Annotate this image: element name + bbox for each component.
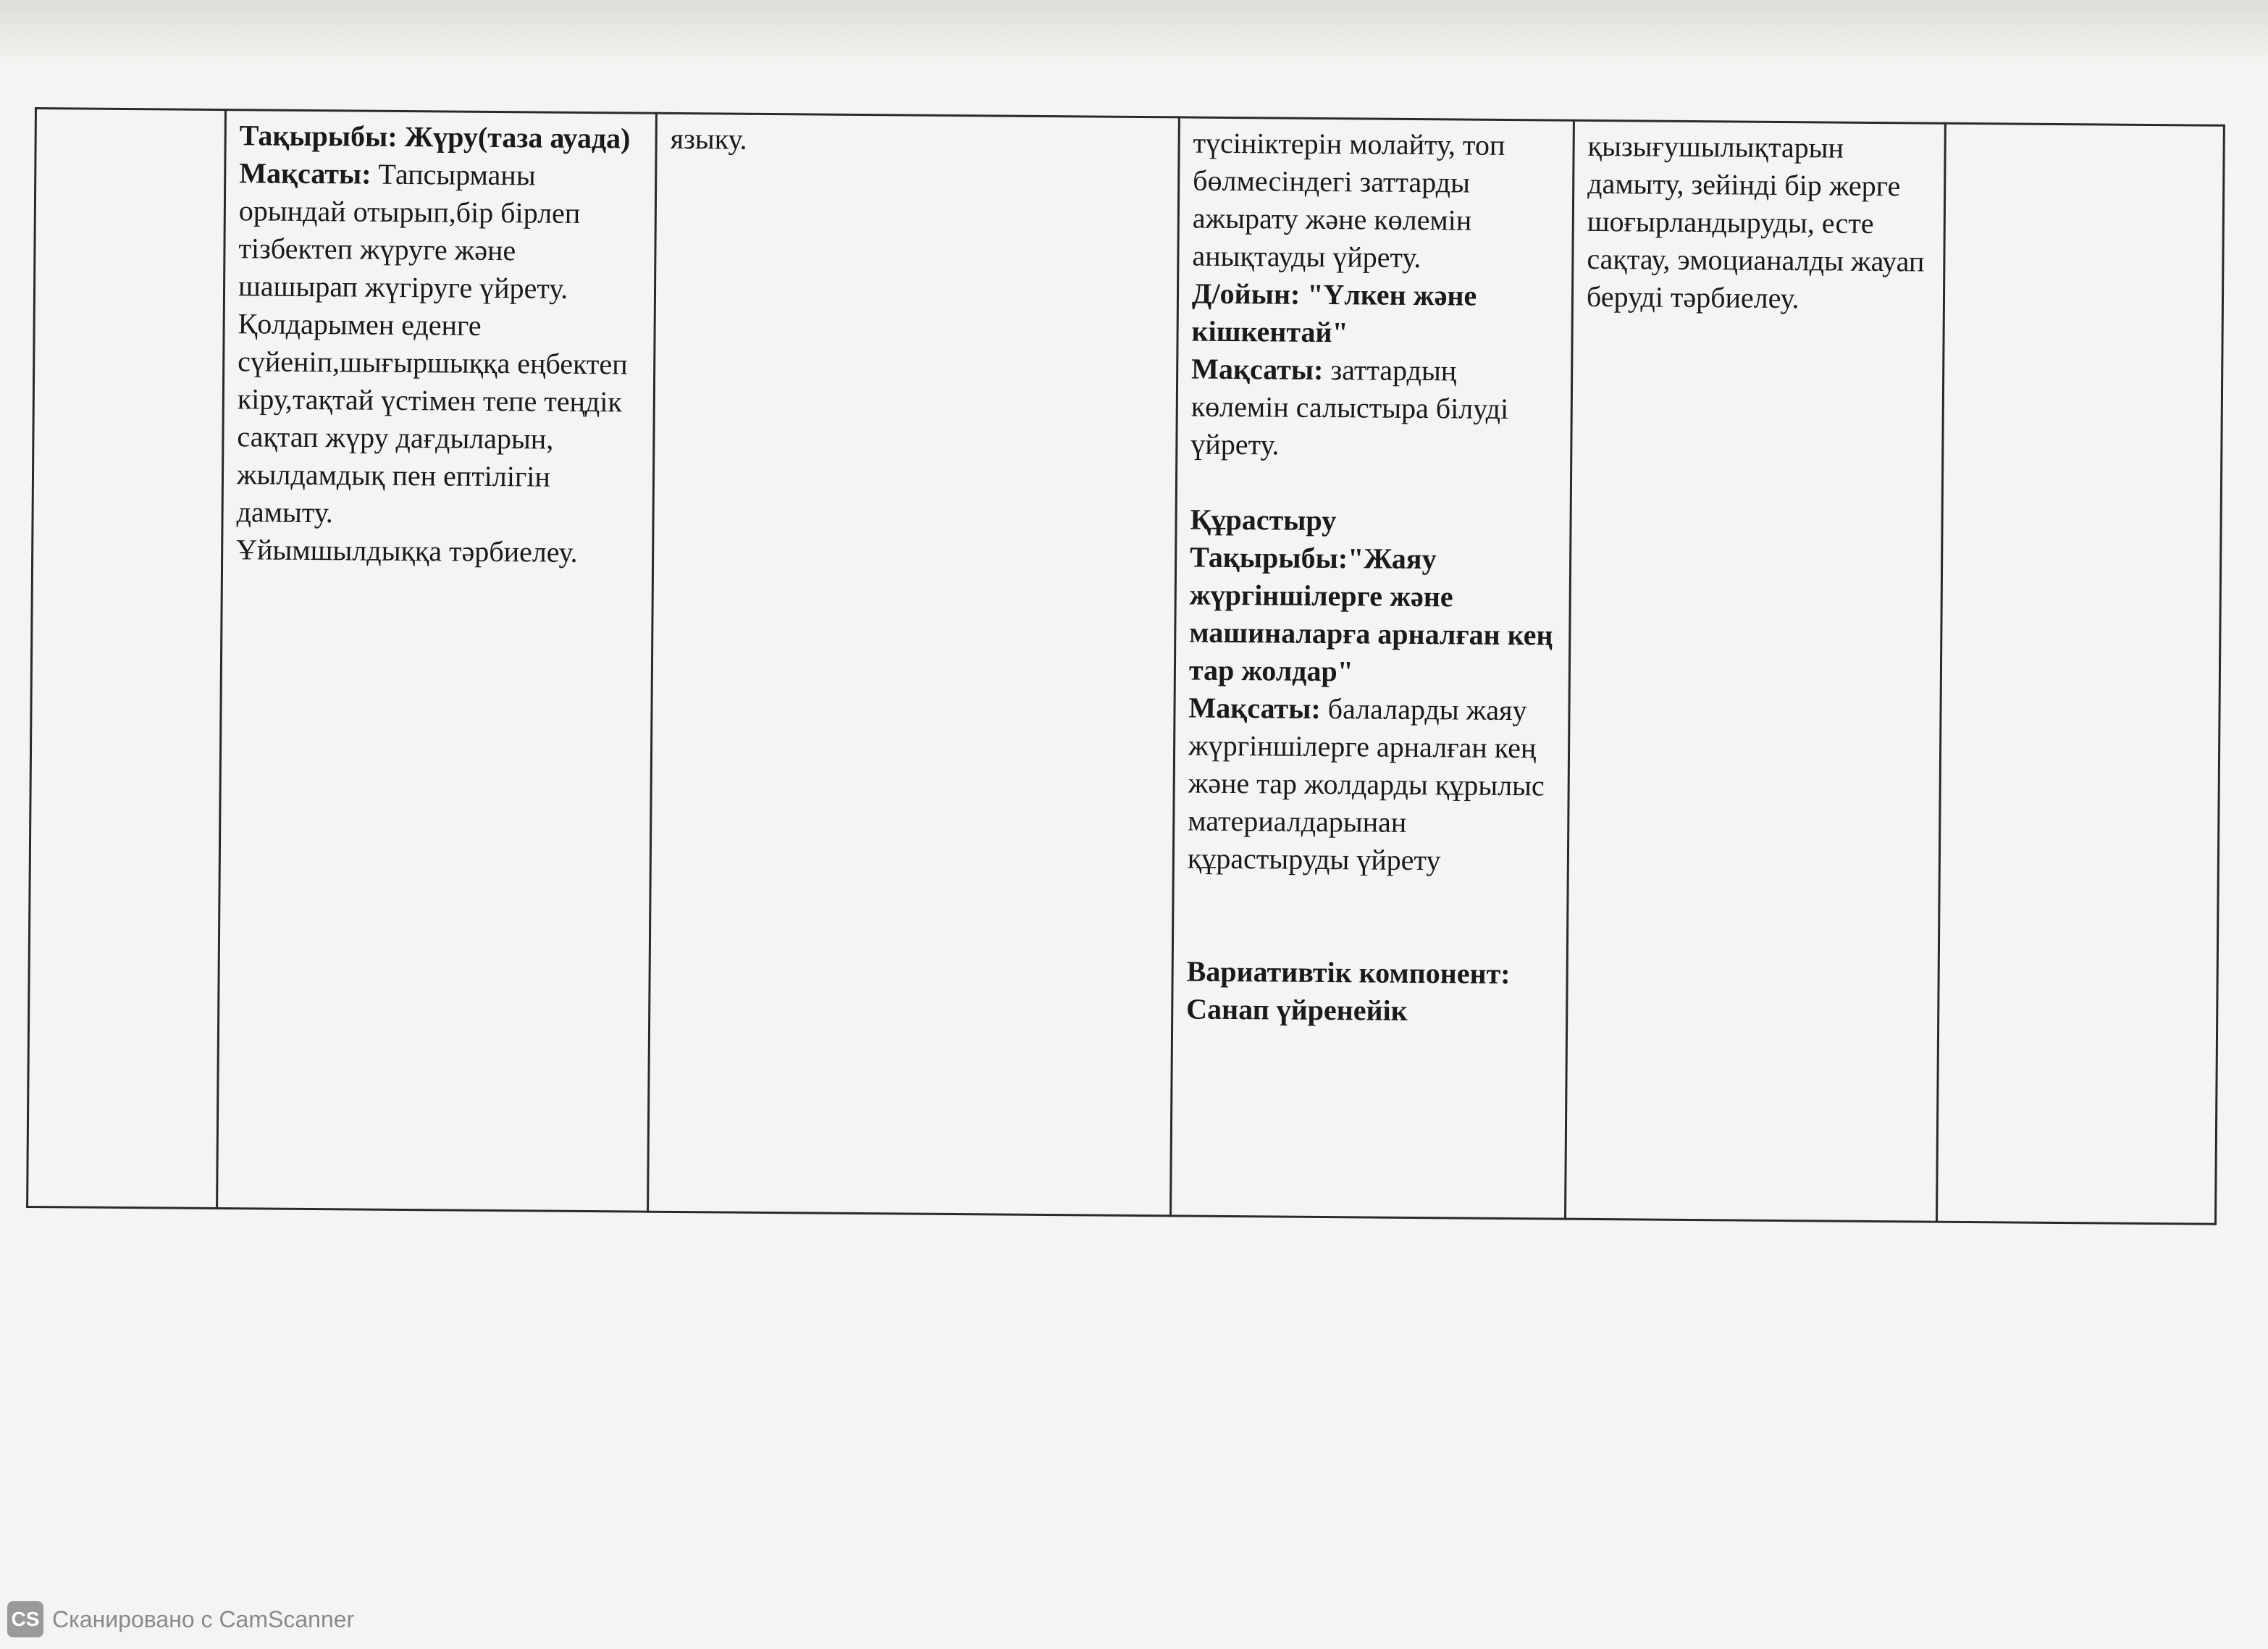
- cell-col2: [217, 110, 657, 1212]
- game-goal-label: Мақсаты:: [1191, 352, 1324, 386]
- goal-label: Мақсаты:: [239, 156, 371, 190]
- spacer: [1190, 463, 1557, 504]
- cell-col4: [1171, 117, 1574, 1219]
- table-row: [28, 109, 2225, 1225]
- game-goal-text: заттардың көлемін салыстыра білуді үйрету.: [1190, 353, 1509, 461]
- spacer: [1187, 878, 1554, 956]
- page-top-shadow: [0, 0, 2268, 65]
- cell-col5: [1566, 120, 1946, 1222]
- cell-col3: [648, 113, 1180, 1216]
- intro-text: түсініктерін молайту, топ бөлмесіндегі заттарды ажырату және көлемін анықтауды үйрету.: [1192, 126, 1505, 274]
- build-title: Тақырыбы:"Жаяу жүргіншілерге және машиналарға арналған кең тар жолдар": [1188, 540, 1553, 688]
- variative-value: Санап үйренейік: [1186, 992, 1408, 1027]
- closing-text: Ұйымшылдыққа тәрбиелеу.: [236, 533, 578, 568]
- cell-col1: [28, 109, 226, 1209]
- game-label: Д/ойын: "Үлкен және кішкентай": [1191, 277, 1477, 349]
- camscanner-logo-icon: CS: [7, 1601, 43, 1637]
- build-goal-label: Мақсаты:: [1188, 691, 1321, 725]
- plan-table: [26, 107, 2225, 1225]
- camscanner-watermark: [7, 1599, 354, 1640]
- watermark-text: Сканировано с CamScanner: [52, 1606, 355, 1632]
- cell-col3-text: языку.: [670, 122, 747, 156]
- cell-col5-text: қызығушылықтарын дамыту, зейінді бір жерге шоғырландыруды, есте сақтау, эмоцианалды жауап беруді тәрбиелеу.: [1586, 129, 1925, 315]
- build-heading: Құрастыру: [1190, 503, 1337, 537]
- topic-title: Тақырыбы: Жүру(таза ауада): [239, 119, 631, 155]
- goal-text: Тапсырманы орындай отырып,бір бірлеп тізбектеп жүруге және шашырап жүгіруге үйрету. Қолдарымен еденге сүйеніп,шығыршыққа еңбектеп кіру,тақтай үстімен тепе теңдік сақтап жүру дағдыларын, жылдамдық пен ептілігін дамыту.: [236, 157, 628, 529]
- variative-label: Вариативтік компонент:: [1186, 954, 1511, 991]
- cell-col6: [1936, 123, 2224, 1224]
- build-goal-text: балаларды жаяу жүргіншілерге арналған кең және тар жолдарды құрылыс материалдарынан құрастыруды үйрету: [1187, 692, 1545, 877]
